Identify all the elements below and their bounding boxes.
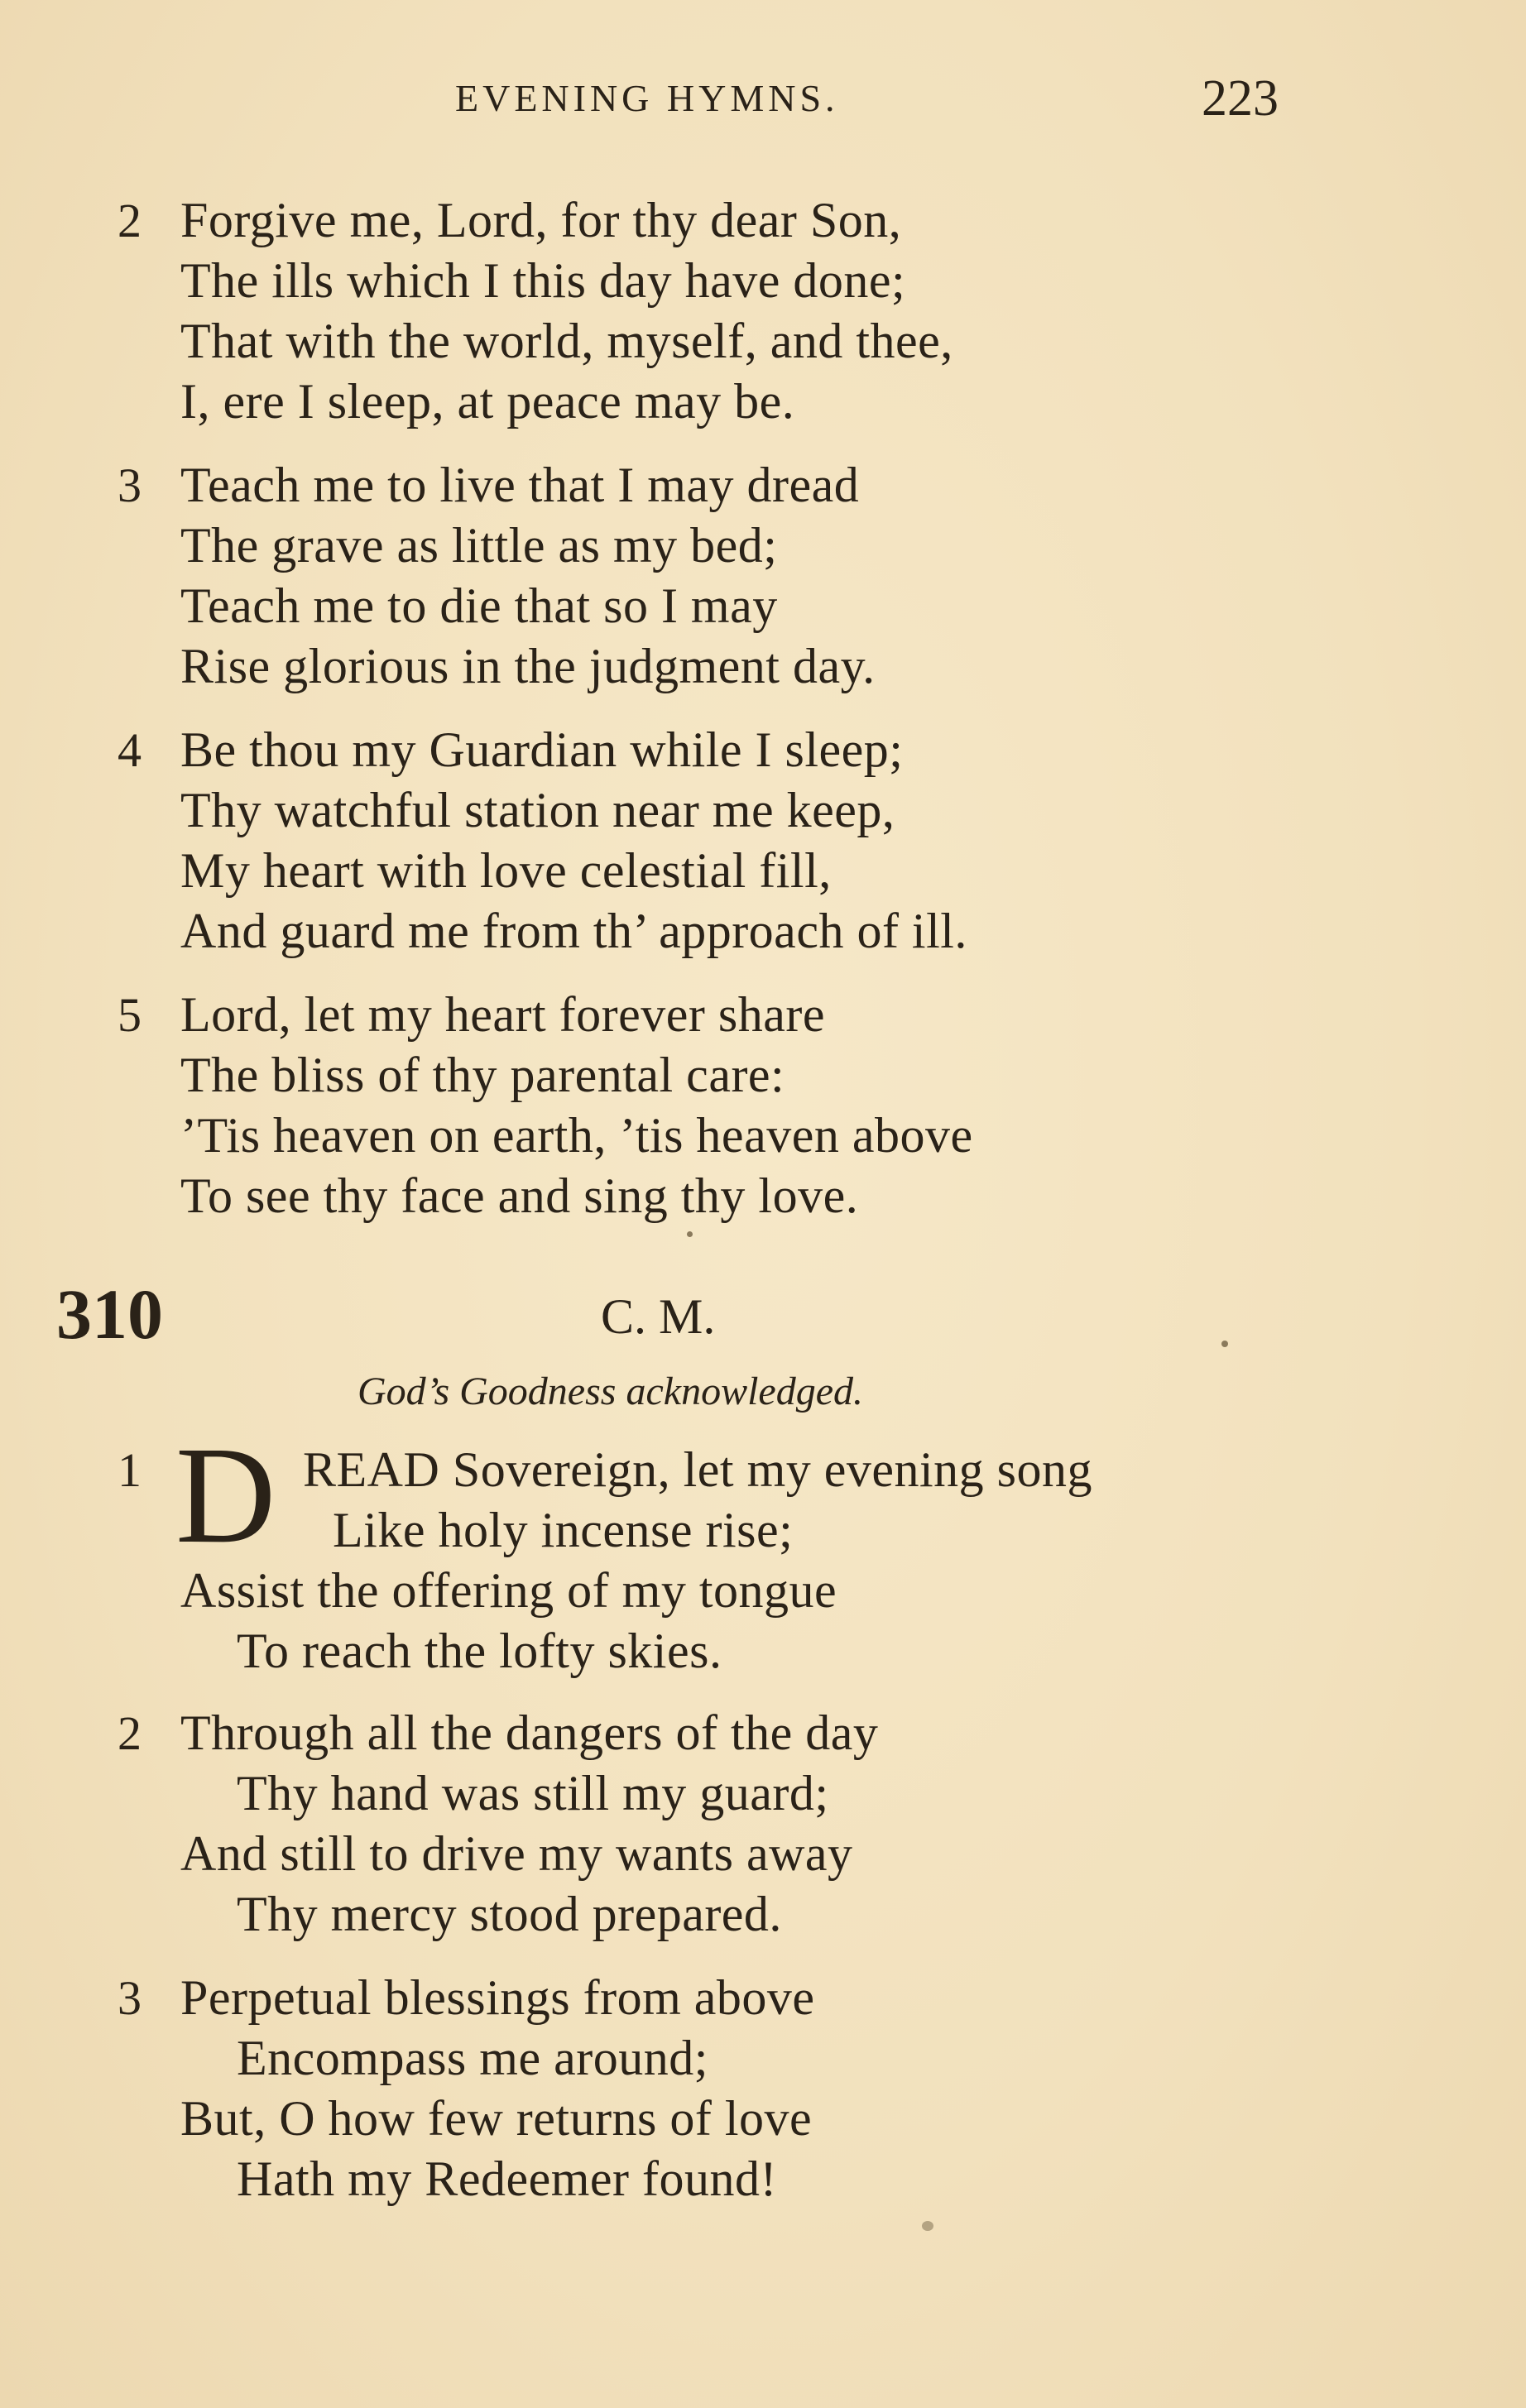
page-number: 223 <box>1202 70 1279 127</box>
verse-line: Thy mercy stood prepared. <box>237 1887 782 1941</box>
verse-line: The grave as little as my bed; <box>180 518 778 573</box>
verse-line: Lord, let my heart forever share <box>180 987 825 1042</box>
verse-line: Teach me to live that I may dread <box>180 458 860 512</box>
verse-line: To reach the lofty skies. <box>237 1624 722 1678</box>
hymn-title: God’s Goodness acknowledged. <box>358 1369 864 1413</box>
verse-line: I, ere I sleep, at peace may be. <box>180 374 795 429</box>
verse-line: Assist the offering of my tongue <box>180 1563 837 1618</box>
paper-speck <box>922 2221 933 2231</box>
verse-line: The bliss of thy parental care: <box>180 1048 785 1102</box>
stanza-number: 3 <box>118 1971 142 2025</box>
verse-line: That with the world, myself, and thee, <box>180 314 953 368</box>
verse-line: Be thou my Guardian while I sleep; <box>180 722 904 777</box>
paper-speck <box>687 1231 693 1237</box>
verse-line: Like holy incense rise; <box>333 1503 794 1557</box>
verse-line: Thy hand was still my guard; <box>237 1766 829 1820</box>
running-head: EVENING HYMNS. <box>455 77 839 119</box>
verse-line: Hath my Redeemer found! <box>237 2151 777 2206</box>
verse-line: And guard me from th’ approach of ill. <box>180 904 967 958</box>
verse-line: ’Tis heaven on earth, ’tis heaven above <box>180 1108 973 1163</box>
verse-line: Through all the dangers of the day <box>180 1705 879 1760</box>
verse-line: Forgive me, Lord, for thy dear Son, <box>180 193 902 247</box>
verse-line: Teach me to die that so I may <box>180 578 778 633</box>
verse-line: To see thy face and sing thy love. <box>180 1168 859 1223</box>
verse-line: But, O how few returns of love <box>180 2091 813 2146</box>
verse-line: The ills which I this day have done; <box>180 253 906 308</box>
stanza-number: 3 <box>118 458 142 512</box>
hymn-meter: C. M. <box>601 1289 716 1344</box>
stanza-number: 1 <box>118 1443 142 1497</box>
verse-line: My heart with love celestial fill, <box>180 843 832 898</box>
verse-line: Thy watchful station near me keep, <box>180 783 895 837</box>
stanza-number: 2 <box>118 1706 142 1760</box>
drop-cap: D <box>175 1418 276 1572</box>
hymn-number: 310 <box>56 1274 163 1354</box>
verse-line: Encompass me around; <box>237 2031 708 2085</box>
stanza-number: 2 <box>118 194 142 247</box>
verse-line: Rise glorious in the judgment day. <box>180 639 876 693</box>
verse-line: READ Sovereign, let my evening song <box>303 1442 1093 1497</box>
stanza-number: 4 <box>118 723 142 777</box>
verse-line: Perpetual blessings from above <box>180 1970 815 2025</box>
verse-line: And still to drive my wants away <box>180 1826 853 1881</box>
paper-speck <box>1221 1341 1228 1347</box>
stanza-number: 5 <box>118 988 142 1042</box>
